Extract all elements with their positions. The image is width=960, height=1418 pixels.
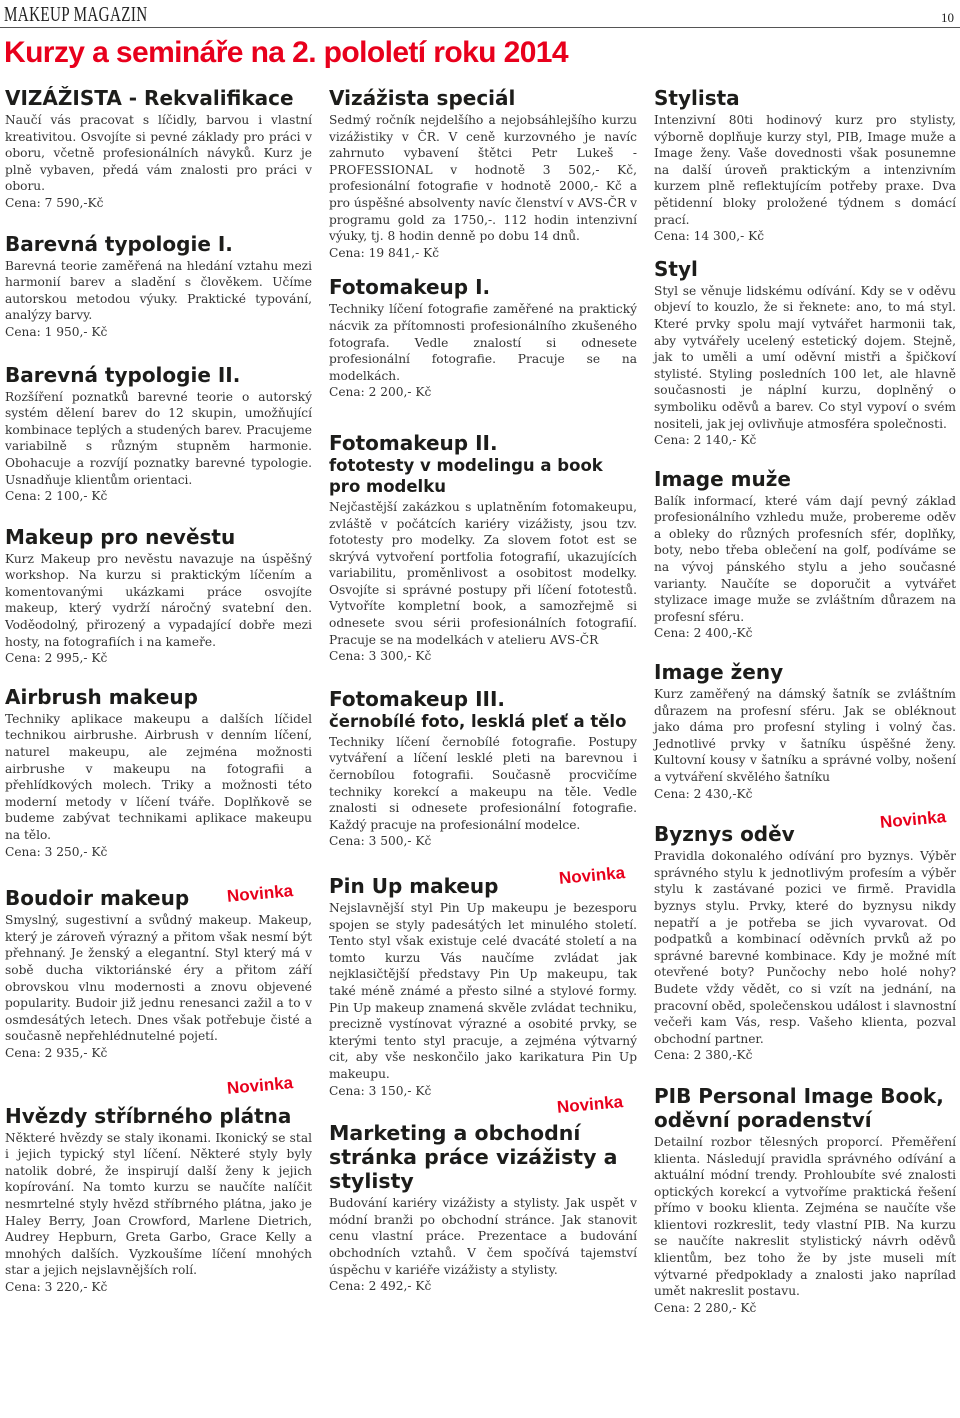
course-price: Cena: 2 492,- Kč xyxy=(329,1279,432,1294)
course-heading: Barevná typologie I. xyxy=(5,231,233,256)
course-byznys-odev xyxy=(654,807,956,1064)
course-description: Sedmý ročník nejdelšího a nejobsáhlejšího kurzu vizážistiky v ČR. V ceně kurzovného je navíc zahrnuto vybavení štětci Petr Lukeš - PROFESSIONAL v hodnotě 3 502,- Kč, profesionální fotografie v hodnotě 2000,- Kč a pro úspěšné absolventy navíc členství v AVS-ČR v programu gold za 1750,-. 112 hodin intenzivní výuky, tj. 8 hodin denně po dobu 14 dnů. xyxy=(329,113,637,244)
course-makeup-pro-nevestu xyxy=(5,525,312,667)
column-left xyxy=(5,86,312,1295)
course-price: Cena: 2 100,- Kč xyxy=(5,489,108,504)
course-heading: Barevná typologie II. xyxy=(5,362,241,387)
page-title: Kurzy a semináře na 2. pololetí roku 2014 xyxy=(4,36,568,69)
course-subheading: fototesty v modelingu a book pro modelku xyxy=(329,455,603,496)
course-heading: Airbrush makeup xyxy=(5,684,198,709)
new-badge: Novinka xyxy=(556,1092,624,1117)
course-heading: Makeup pro nevěstu xyxy=(5,524,236,549)
course-price: Cena: 2 200,- Kč xyxy=(329,385,432,400)
new-badge: Novinka xyxy=(558,863,626,888)
course-description: Detailní rozbor tělesných proporcí. Přeměření klienta. Následují pravidla správného odívání a aktuální módní trendy. Prohloubíte své znalosti optických korekcí a vytvoříme praktická řešení přímo v booku klienta. Zejména se naučíte vše klientovi rozkreslit, tedy vlastní PIB. Na kurzu se naučíte nakreslit stylistický návrh oděvů klientům, bez toho že by jste museli mít výtvarné předpoklady a znalosti jako naprílad umět nakreslit postavu. xyxy=(654,1134,956,1299)
course-description: Kurz Makeup pro nevěstu navazuje na úspěšný workshop. Na kurzu si praktickým líčením a komentovanými ukázkami práce osvojíte makeup, který vydrží náročný svatební den. Voděodolný, přirozený a vypadající dobře mezi hosty, na fotografiích i na kameře. xyxy=(5,551,312,649)
course-price: Cena: 3 300,- Kč xyxy=(329,649,432,664)
course-stylista xyxy=(654,86,956,245)
course-barevna-typologie-2 xyxy=(5,363,312,505)
course-styl xyxy=(654,257,956,449)
magazine-name: MAKEUP MAGAZIN xyxy=(4,2,148,26)
course-hvezdy-stribrneho-platna xyxy=(5,1072,312,1296)
course-heading: Image muže xyxy=(654,466,791,491)
course-price: Cena: 3 220,- Kč xyxy=(5,1279,108,1294)
course-pin-up-makeup xyxy=(329,863,637,1099)
course-price: Cena: 2 140,- Kč xyxy=(654,433,757,448)
course-price: Cena: 2 430,-Kč xyxy=(654,786,753,801)
course-description: Pravidla dokonalého odívání pro byznys. Výběr správného stylu k jednotlivým profesím a výběr stylu k zastávané pozici ve firmě. Pravidla byznys stylu. Prvky, které do byznysu nikdy nepatří a je potřeba se jich vyvarovat. Od podpatků a kombinací oděvních prvků až po správné barevné kombinace. Kdy je možné mít otevřené boty? Punčochy nebo holé nohy? Budete vždy vědět, co si vzít na jednání, na pracovní oběd, společenskou událost i slavnostní večeři kam Vás, resp. Vašeho klienta, pozval obchodní partner. xyxy=(654,849,956,1046)
course-price: Cena: 14 300,- Kč xyxy=(654,229,765,244)
course-description: Techniky líčení černobílé fotografie. Postupy vytváření a líčení lesklé pleti na barevnou i černobílou fotografii. Současně procvičíme techniky korekcí a makeupu na těle. Vedle znalosti si odnesete profesionální fotografie. Každý pracuje na profesionální modelce. xyxy=(329,734,637,832)
course-price: Cena: 7 590,-Kč xyxy=(5,195,104,210)
course-fotomakeup-1 xyxy=(329,275,637,401)
course-price: Cena: 19 841,- Kč xyxy=(329,245,440,260)
course-heading: PIB Personal Image Book, oděvní poradenství xyxy=(654,1083,944,1132)
course-price: Cena: 3 500,- Kč xyxy=(329,834,432,849)
course-price: Cena: 2 380,-Kč xyxy=(654,1048,753,1063)
course-heading: Fotomakeup III. xyxy=(329,686,505,711)
course-price: Cena: 2 280,- Kč xyxy=(654,1300,757,1315)
course-heading: Styl xyxy=(654,256,698,281)
course-pib xyxy=(654,1084,956,1317)
course-marketing xyxy=(329,1092,637,1295)
course-description: Některé hvězdy se staly ikonami. Ikonický se stal i jejich typický styl líčení. Některé styly byly natolik dobré, že inspirují další ženy k jejich kopírování. Na tomto kurzu se naučíte nalíčit nesmrtelné styly hvězd stříbrného plátna, jako je Haley Berry, Joan Crowford, Marlene Dietrich, Audrey Hepburn, Greta Garbo, Grace Kelly a mnohých dalších. Vyzkoušíme líčení mnohých star a jejich nejslavnějších rolí. xyxy=(5,1130,312,1278)
course-description: Kurz zaměřený na dámský šatník se zvláštním důrazem na profesní sféru. Jak se obléknout jako dáma pro profesní styling i volný čas. Jednotlivé prvky v šatníku úspěšné ženy. Kultovní kousy v šatníku a správné volby, nošení a vytváření skvělého šatníku xyxy=(654,687,956,784)
course-vizazista-special xyxy=(329,86,637,261)
column-right xyxy=(654,86,956,1316)
new-badge: Novinka xyxy=(879,807,947,833)
course-vizazista-rekvalifikace xyxy=(5,86,312,212)
course-heading: Stylista xyxy=(654,86,740,110)
page-header xyxy=(0,0,960,28)
course-fotomakeup-2 xyxy=(329,431,637,665)
course-barevna-typologie-1 xyxy=(5,232,312,341)
course-description: Naučí vás pracovat s líčidly, barvou i vlastní kreativitou. Osvojíte si pevné základy pro práci v oboru, včetně profesionálních návyků. Kurz je plně vybaven, předá vám znalosti pro práci v oboru. xyxy=(5,113,312,194)
course-price: Cena: 3 150,- Kč xyxy=(329,1083,432,1098)
course-heading: Boudoir makeup xyxy=(5,886,190,911)
course-description: Techniky aplikace makeupu a dalších líčidel technikou airbrushe. Airbrush v denním líčení, naturel makeupu, ale zejména možnosti airbrushe v makeupu na fotografii a přehlídkových molech. Triky a možnosti této moderní metody v líčení tváře. Doplňkově se budeme zabývat technikami aplikace makeupu na tělo. xyxy=(5,711,312,842)
course-image-zeny xyxy=(654,660,956,802)
course-fotomakeup-3 xyxy=(329,687,637,850)
course-description: Balík informací, které vám dají pevný základ profesionálního vzhledu muže, probereme oděv a obleky do různých profesních sfér, doplňky, boty, nebo třeba oblečení na golf, podíváme se na vývoj pánského stylu a jeho současné varianty. Naučíte se doporučit a vytvářet stylizace image muže se zvláštním důrazem na profesní sféru. xyxy=(654,493,956,624)
course-price: Cena: 2 400,-Kč xyxy=(654,626,753,641)
course-airbrush-makeup xyxy=(5,685,312,860)
course-heading: VIZÁŽISTA - Rekvalifikace xyxy=(5,86,294,110)
course-heading: Vizážista speciál xyxy=(329,86,516,110)
course-subheading: černobílé foto, lesklá pleť a tělo xyxy=(329,711,627,731)
course-image-muze xyxy=(654,467,956,642)
course-description: Barevná teorie zaměřená na hledání vztahu mezi harmonií barev a sladění s člověkem. Učíme autorskou metodou výuky. Praktické typování, analýzy barvy. xyxy=(5,258,312,323)
course-description: Styl se věnuje lidskému odívání. Kdy se v oděvu objeví to kouzlo, že si řeknete: ano, to má styl. Které prvky spolu mají vytvářet harmonii tak, aby vytvářely ucelený estetický dojem. Stejně, jak to uměli a umí oděvní mistři a špičkoví stylisté. Styling posledních 100 let, ale hlavně současnosti je náplní kurzu, doplněný o symboliku oděvů a barev. Co styl vypoví o svém nositeli, jak jej ovlivňuje atmosféra společnosti. xyxy=(654,283,956,431)
course-heading: Marketing a obchodní stránka práce vizážisty a stylisty xyxy=(329,1121,618,1194)
course-price: Cena: 3 250,- Kč xyxy=(5,844,108,859)
course-price: Cena: 2 935,- Kč xyxy=(5,1045,108,1060)
column-middle xyxy=(329,86,637,1295)
course-heading: Fotomakeup II. xyxy=(329,430,498,455)
new-badge: Novinka xyxy=(226,1072,294,1098)
course-price: Cena: 2 995,- Kč xyxy=(5,651,108,666)
page-number: 10 xyxy=(941,10,954,25)
course-heading: Fotomakeup I. xyxy=(329,275,491,300)
course-description: Budování kariéry vizážisty a stylisty. Jak uspět v módní branži po obchodní stránce. Jak stanovit cenu vlastní práce. Prezentace a budování obchodních vztahů. V čem spočívá tajemství úspěchu v kariéře vizážisty a stylisty. xyxy=(329,1196,637,1277)
header-rule xyxy=(0,27,960,28)
course-heading: Byznys oděv xyxy=(654,822,795,847)
course-price: Cena: 1 950,- Kč xyxy=(5,324,108,339)
course-description: Nejčastější zakázkou s uplatněním fotomakeupu, zvláště v počátcích kariéry vizážisty, jsou tzv. fototesty pro modelky. Za slovem fotot est se skrývá vytvoření portfolia fotografií, ukazujících variabilitu, proměnlivost a osobitost modelky. Osvojíte si správné postupy při líčení fototestů. Vytvoříte kompletní book, a samozřejmě si odnesete svou sérii profesionálních fotografií. Pracuje se na modelkách v atelieru AVS-ČR xyxy=(329,499,637,647)
course-description: Rozšíření poznatků barevné teorie o autorský systém dělení barev do 12 skupin, umožňující kombinace teplých a studených barev. Pracujeme variabilně s různým stupněm harmonie. Obohacuje a rozvíjí poznatky barevné typologie. Usnadňuje klientům orientaci. xyxy=(5,389,312,487)
course-description: Techniky líčení fotografie zaměřené na praktický nácvik za přítomnosti profesionálního zkušeného fotografa. Vedle znalostí si odnesete profesionální fotografie. Pracuje se na modelkách. xyxy=(329,302,637,383)
course-description: Intenzivní 80ti hodinový kurz pro stylisty, výborně doplňuje kurzy styl, PIB, Image muže a Image ženy. Vaše dovednosti však posunemne na další úroveň praktickým a intenzivním kurzem plně reflektujícím potřeby praxe. Dva pětidenní bloky proložené týdnem s domácí prací. xyxy=(654,113,956,227)
course-description: Nejslavnější styl Pin Up makeupu je bezesporu spojen se styly padesátých let minulého století. Tento styl však existuje celé dvacáté století a na tomto kurzu Vás naučíme zvládat jak nejklasičtější představy Pin Up makeupu, tak také méně známé a přesto silné a stylové formy. Pin Up makeup znamená skvěle zvládat techniku, precizně vystínovat výrazné a osobité prvky, se kterými tento styl pracuje, a zejména výtvarný cit, aby vše neskončilo jako karikatura Pin Up makeupu. xyxy=(329,901,637,1081)
course-description: Smyslný, sugestivní a svůdný makeup. Makeup, který je zároveň výrazný a přitom však nesmí být přehnaný. Je ženský a elegantní. Styl který má v sobě ducha viktoriánské éry a přitom září obrovskou vlnu modernosti a znovu objevené popularity. Budoir již jednu renesanci zažil a to v osmdesátých letech. Dnes však potřebuje čisté a současně nepřehlédnutelné pojetí. xyxy=(5,913,312,1044)
course-boudoir-makeup xyxy=(5,881,312,1061)
course-heading: Hvězdy stříbrného plátna xyxy=(5,1103,292,1128)
new-badge: Novinka xyxy=(226,881,294,907)
course-heading: Image ženy xyxy=(654,660,784,685)
course-heading: Pin Up makeup xyxy=(329,874,499,898)
